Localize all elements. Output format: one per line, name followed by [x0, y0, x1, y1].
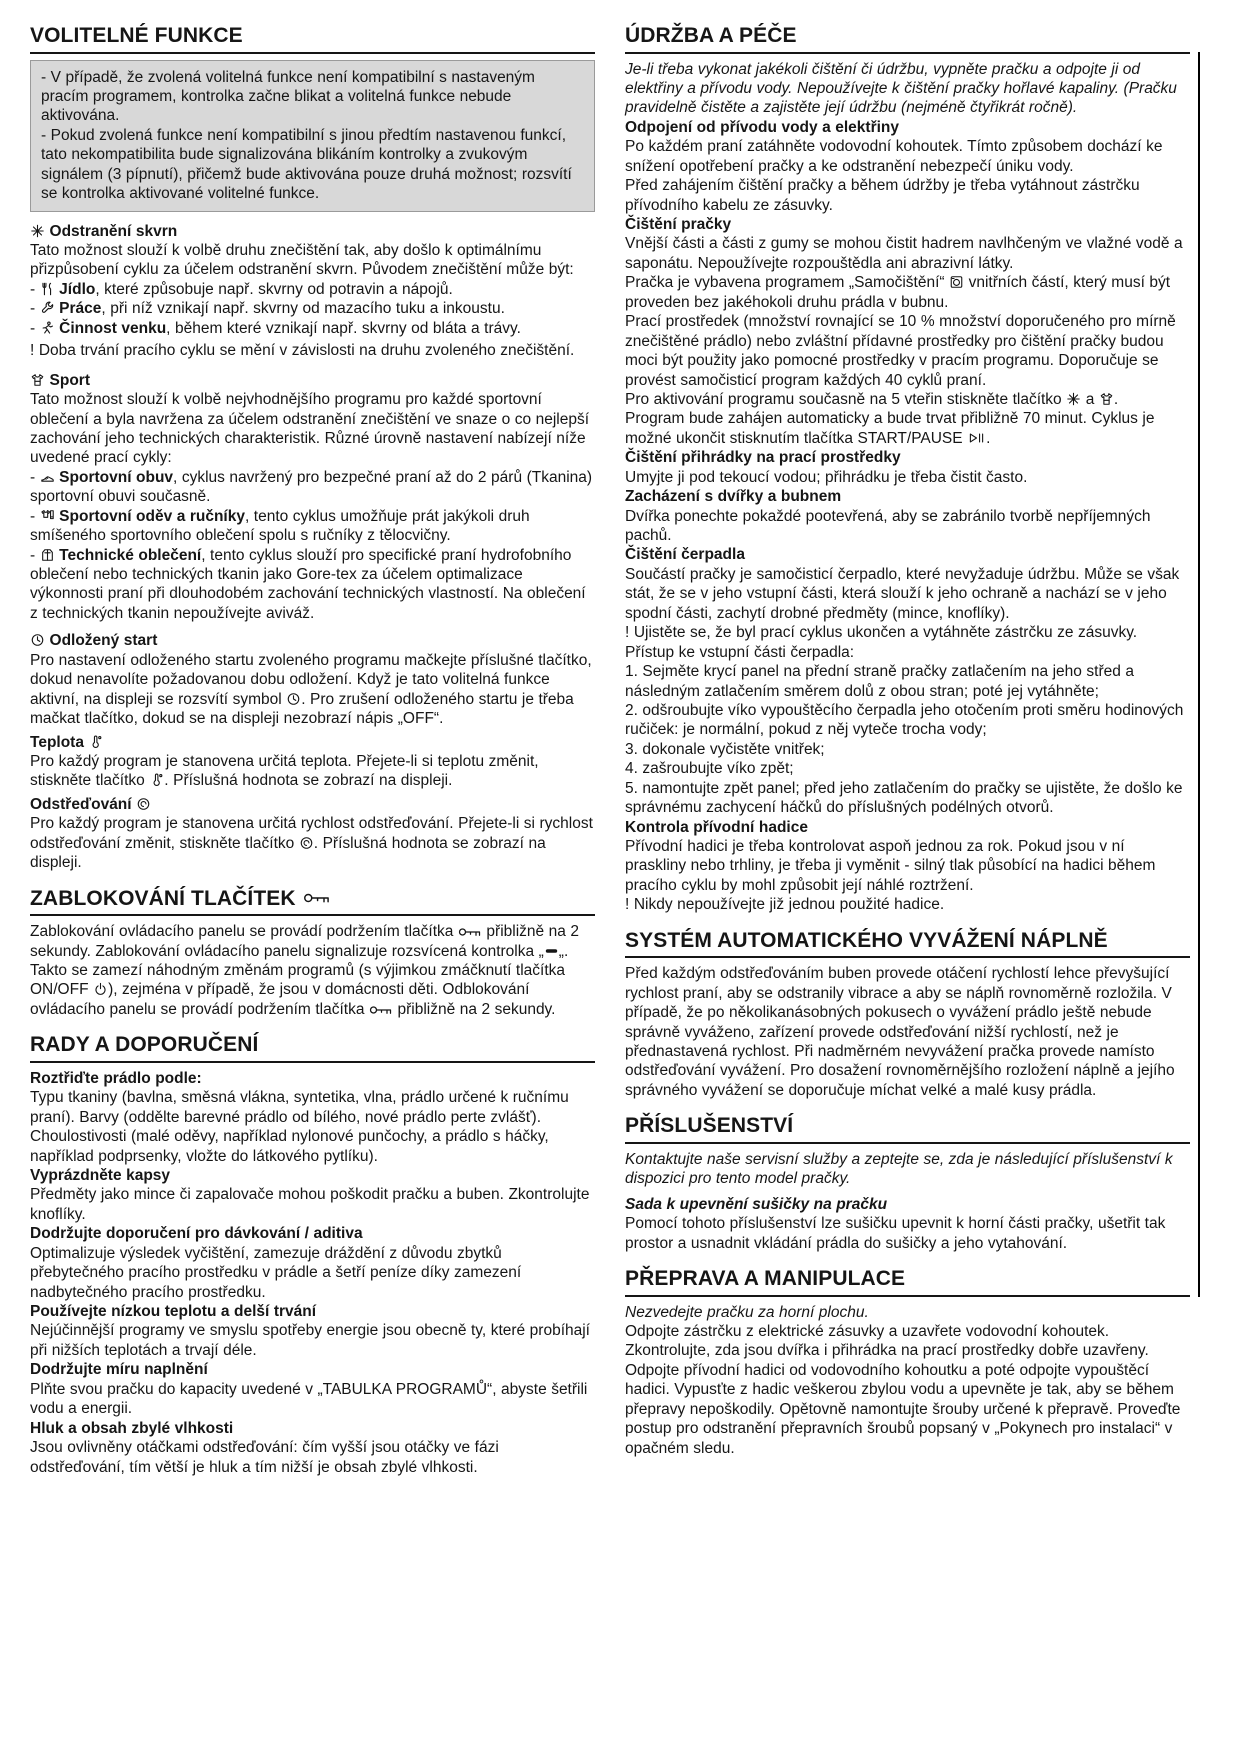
text-run: Čištění pračky — [625, 216, 732, 234]
text-run: Činnost venku — [54, 319, 167, 337]
text-run: - — [30, 468, 40, 486]
paragraph — [625, 234, 1190, 273]
text-run: Pro každý program je stanovena určitá teplota. Přejete-li si teplotu změnit, stiskněte tlačítko — [30, 752, 539, 790]
text-run: RADY A DOPORUČENÍ — [30, 1033, 259, 1057]
subheading — [625, 118, 1190, 137]
text-run: , tento cyklus slouží pro specifické praní hydrofobního oblečení nebo technických tkanin jako Gore-tex za účelem optimalizace výkonnosti praní při dlouhodobém zachování technických vlastností. Na oblečení z technických tkanin nepoužívejte aviváž. — [30, 546, 586, 622]
text-run: přibližně na 2 sekundy. — [392, 1000, 556, 1018]
paragraph — [30, 1380, 595, 1419]
section-heading — [625, 1267, 1190, 1297]
text-run: Pomocí tohoto příslušenství lze sušičku upevnit k horní části pračky, ušetřit tak prostor a usnadnit vkládání prádla do sušičky a jeho vytahování. — [625, 1215, 1166, 1252]
text-run: VOLITELNÉ FUNKCE — [30, 24, 243, 47]
text-run: Odstranění skvrn — [45, 222, 178, 240]
power-icon — [93, 982, 108, 996]
text-run: Pro nastavení odloženého startu zvoleného programu mačkejte příslušné tlačítko, dokud nenavolíte požadovanou dobu odložení. Když je tato volitelná funkce aktivní, na displeji se rozsvítí symbol — [30, 651, 592, 708]
text-run: Používejte nízkou teplotu a delší trvání — [30, 1303, 317, 1321]
text-run: Hluk a obsah zbylé vlhkosti — [30, 1419, 234, 1437]
key-icon — [458, 926, 482, 938]
text-run: Zablokování ovládacího panelu se provádí podržením tlačítka — [30, 923, 458, 941]
delay-icon — [286, 692, 301, 706]
text-run: Typu tkaniny (bavlna, směsná vlákna, syntetika, vlna, prádlo určené k ručnímu praní). Barvy (oddělte barevné prádlo od bílého, nové prádlo perte zvlášť). Choulostivosti (malé oděvy, například nylonové punčochy, a prádlo s háčky, například podprsenky, vložte do látkového pytlíku). — [30, 1089, 569, 1165]
paragraph — [30, 390, 595, 468]
text-run: , během které vznikají např. skvrny od bláta a trávy. — [166, 319, 521, 337]
subheading — [30, 733, 595, 752]
text-run: - — [30, 507, 40, 525]
paragraph — [30, 468, 595, 507]
spin-icon — [299, 836, 314, 850]
paragraph — [625, 60, 1190, 118]
text-run: . — [986, 429, 991, 447]
text-run: ! Nikdy nepoužívejte již jednou použité hadice. — [625, 896, 945, 914]
text-run: Prací prostředek (množství rovnající se 10 % množství doporučeného pro mírně znečištěné prádlo) nebo zvláštní přídavné prostředky pro čištění pračky budou moci být použity jako pomocné prostředky v pracím programu. Doporučuje se provést samočisticí program každých 40 cyklů praní. — [625, 313, 1176, 389]
text-run: Kontrola přívodní hadice — [625, 818, 808, 836]
paragraph — [30, 319, 595, 338]
text-run: Vnější části a části z gumy se mohou čistit hadrem navlhčeným ve vlažné vodě a saponátu. Nepoužívejte rozpouštědla ani abrazivní látky. — [625, 235, 1183, 272]
paragraph — [30, 752, 595, 791]
section-heading — [625, 929, 1190, 959]
text-run: Přívodní hadici je třeba kontrolovat aspoň jednou za rok. Pokud jsou v ní praskliny nebo trhliny, je třeba ji vyměnit - silný tlak působící na hadici během pracího cyklu by mohl způsobit její náhlé roztržení. — [625, 838, 1156, 894]
sport-icon — [1099, 392, 1114, 406]
subheading — [625, 215, 1190, 234]
text-run: „. Takto se zamezí náhodným změnám programů (s výjimkou zmáčknutí tlačítka ON/OFF — [30, 942, 569, 999]
text-run: ÚDRŽBA A PÉČE — [625, 24, 797, 47]
text-run: Tato možnost slouží k volbě nejvhodnějšího programu pro každé sportovní oblečení a byla navržena za účelem odstranění znečištění ve snaze o co nejlepší zachování jeho technických charakteristik. Různé úrovně nastavení nabízejí níže uvedené prací cykly: — [30, 391, 590, 467]
text-run: Nezvedejte pračku za horní plochu. — [625, 1303, 869, 1321]
text-run: Součástí pračky je samočisticí čerpadlo, které nevyžaduje údržbu. Může se však stát, že se v jeho vstupní části, která slouží k jeho ochraně a nachází se v jeho spodní části, zachytí drobné předměty (mince, knoflíky). — [625, 565, 1180, 622]
subheading — [30, 631, 595, 650]
spin-icon — [136, 797, 151, 811]
text-run: Jídlo — [54, 280, 96, 298]
text-run: Odstřeďování — [30, 795, 137, 813]
text-run: SYSTÉM AUTOMATICKÉHO VYVÁŽENÍ NÁPLNĚ — [625, 928, 1108, 952]
text-run: Umyjte ji pod tekoucí vodou; přihrádku je třeba čistit často. — [625, 468, 1028, 486]
subheading — [625, 1195, 1190, 1214]
paragraph — [30, 341, 595, 360]
text-run: Program bude zahájen automaticky a bude trvat přibližně 70 minut. Cyklus je možné ukončit stisknutím tlačítka START/PAUSE — [625, 410, 1155, 447]
subheading — [625, 545, 1190, 564]
paragraph — [625, 1322, 1190, 1458]
text-run: - — [30, 546, 40, 564]
key-icon — [369, 1004, 393, 1016]
paragraph — [30, 922, 595, 1019]
text-run: - — [30, 280, 40, 298]
text-run: Přístup ke vstupní části čerpadla: — [625, 643, 855, 661]
text-run: Vyprázdněte kapsy — [30, 1166, 171, 1184]
paragraph — [625, 623, 1190, 642]
text-run: , tento cyklus umožňuje prát jakýkoli druh smíšeného sportovního oblečení spolu s ručníky z tělocvičny. — [30, 507, 530, 545]
text-run: Odpojení od přívodu vody a elektřiny — [625, 118, 900, 136]
text-run: Odložený start — [45, 632, 158, 650]
text-run: Dodržujte doporučení pro dávkování / aditiva — [30, 1225, 363, 1243]
text-run: Před každým odstřeďováním buben provede otáčení rychlostí lehce převyšující rychlost praní, aby se odstranily vibrace a aby se náplň rovnoměrně rozložila. V případě, že po několikanásobných pokusech o vyvážení prádlo ještě nebude správně vyváženo, zařízení provede odstřeďování nižší rychlostí, než je přednastavená rychlost. Při nadměrném nevyvážení pračka provede namísto odstřeďování vyvážení. Pro dosažení rovnoměrnějšího rozložení náplně a jejího správného vyvážení se doporučuje míchat velké a malé kusy prádla. — [625, 965, 1175, 1099]
text-run: Je-li třeba vykonat jakékoli čištění či údržbu, vypněte pračku a odpojte ji od elektřiny a přívodu vody. Nepoužívejte k čištění pračky hořlavé kapaliny. (Pračku pravidelně čistěte a zajistěte její údržbu (nejméně čtyřikrát ročně). — [625, 60, 1177, 117]
startpause-icon — [967, 431, 986, 445]
indicator-icon — [544, 944, 559, 958]
paragraph — [30, 299, 595, 318]
paragraph — [625, 137, 1190, 176]
text-run: 1. Sejměte krycí panel na přední straně pračky zatlačením na jeho střed a následným zatlačením směrem dolů z obou stran; poté jej vytáhněte; — [625, 663, 1135, 700]
text-run: Čištění čerpadla — [625, 546, 745, 564]
text-run: Sada k upevnění sušičky na pračku — [625, 1195, 888, 1213]
text-run: Jsou ovlivněny otáčkami odstřeďování: čím vyšší jsou otáčky ve fázi odstřeďování, tím větší je hluk a tím nižší je obsah zbylé vlhkosti. — [30, 1439, 499, 1476]
shoe-icon — [40, 470, 55, 484]
text-run: Čištění přihrádky na prací prostředky — [625, 449, 901, 467]
paragraph — [30, 280, 595, 299]
subheading — [30, 1419, 595, 1438]
subheading — [30, 1069, 595, 1088]
delay-icon — [30, 633, 45, 647]
paragraph — [625, 701, 1190, 740]
paragraph — [30, 814, 595, 872]
text-run: , při níž vznikají např. skvrny od mazacího tuku a inkoustu. — [101, 300, 505, 318]
notice-paragraph: - Pokud zvolená funkce není kompatibilní s jinou předtím nastavenou funkcí, tato nekompatibilita bude signalizována blikáním kontrolky a zvukovým signálem (3 pípnutí), přičemž bude aktivována pouze druhá možnost; rozsvítí se kontrolka aktivované volitelné funkce. — [41, 126, 572, 203]
subheading — [30, 1224, 595, 1243]
text-run: PŘEPRAVA A MANIPULACE — [625, 1267, 906, 1291]
text-run: 3. dokonale vyčistěte vnitřek; — [625, 740, 825, 758]
food-icon — [40, 282, 55, 296]
paragraph — [625, 662, 1190, 701]
sportswear-icon — [40, 509, 55, 523]
paragraph — [625, 643, 1190, 662]
paragraph — [625, 1214, 1190, 1253]
text-run: PŘÍSLUŠENSTVÍ — [625, 1114, 794, 1138]
text-run: Dvířka ponechte pokaždé pootevřená, aby se zabránilo tvorbě nepříjemných pachů. — [625, 507, 1151, 545]
subheading — [30, 1360, 595, 1379]
temperature-icon — [149, 773, 164, 787]
text-run: Pračka je vybavena programem „Samočištění“ — [625, 274, 950, 292]
text-run: - — [30, 300, 40, 318]
text-run: Pro každý program je stanovena určitá rychlost odstřeďování. Přejete-li si rychlost odstřeďování změnit, stiskněte tlačítko — [30, 815, 593, 852]
work-icon — [40, 301, 55, 315]
subheading — [625, 818, 1190, 837]
selfclean-icon — [949, 275, 964, 289]
paragraph — [625, 176, 1190, 215]
paragraph — [625, 759, 1190, 778]
paragraph — [30, 1088, 595, 1166]
text-run: Před zahájením čištění pračky a během údržby je třeba vytáhnout zástrčku přívodního kabelu ze zásuvky. — [625, 177, 1140, 214]
paragraph — [30, 1185, 595, 1224]
text-run: a — [1081, 390, 1099, 408]
subheading — [625, 448, 1190, 467]
text-run: Sport — [45, 371, 90, 389]
notice-paragraph: - V případě, že zvolená volitelná funkce není kompatibilní s nastaveným pracím programem, kontrolka začne blikat a volitelná funkce nebude aktivována. — [41, 68, 535, 125]
paragraph — [30, 1244, 595, 1302]
section-heading — [30, 887, 595, 917]
paragraph — [625, 1303, 1190, 1322]
subheading — [30, 1166, 595, 1185]
paragraph — [30, 1321, 595, 1360]
text-run: , které způsobuje např. skvrny od potravin a nápojů. — [95, 280, 453, 298]
text-run: , cyklus navržený pro bezpečné praní až do 2 párů (Tkanina) sportovní obuvi současně. — [30, 468, 593, 506]
paragraph — [30, 546, 595, 624]
text-run: Odpojte zástrčku z elektrické zásuvky a uzavřete vodovodní kohoutek. Zkontrolujte, zda jsou dvířka i přihrádka na prací prostředky dobře uzavřeny. Odpojte přívodní hadici od vodovodního kohoutku a poté odpojte vypouštěcí hadici. Vypusťte z hadic veškerou zbylou vodu a upevněte je tak, aby se během přepravy nepoškodily. Opětovně namontujte šrouby určené k přepravě. Proveďte postup pro odstranění přepravních šroubů popsaný v „Pokynech pro instalaci“ v opačném sledu. — [625, 1323, 1181, 1457]
paragraph — [30, 651, 595, 729]
paragraph — [625, 740, 1190, 759]
text-run: ), zejména v případě, že jsou v domácnosti děti. Odblokování ovládacího panelu se provádí podržením tlačítka — [30, 981, 530, 1018]
temperature-icon — [88, 735, 103, 749]
paragraph — [625, 273, 1190, 312]
text-run: Předměty jako mince či zapalovače mohou poškodit pračku a buben. Zkontrolujte knoflíky. — [30, 1186, 590, 1223]
paragraph — [625, 468, 1190, 487]
text-run: Zacházení s dvířky a bubnem — [625, 488, 842, 506]
subheading — [30, 795, 595, 814]
paragraph — [625, 779, 1190, 818]
column-right — [625, 24, 1190, 1477]
text-run: Roztřiďte prádlo podle: — [30, 1069, 202, 1087]
notice-box — [30, 60, 595, 212]
text-run: Sportovní oděv a ručníky — [54, 507, 245, 525]
text-run: Dodržujte míru naplnění — [30, 1361, 208, 1379]
section-heading — [625, 24, 1190, 54]
text-run: Technické oblečení — [54, 546, 202, 564]
text-run: vnitřních částí, který musí být proveden bez jakéhokoli druhu prádla v bubnu. — [625, 274, 1171, 311]
section-heading — [625, 1114, 1190, 1144]
subheading — [625, 487, 1190, 506]
section-heading — [30, 1033, 595, 1063]
text-run: Tato možnost slouží k volbě druhu znečištění tak, aby došlo k optimálnímu přizpůsobení cyklu za účelem odstranění skvrn. Původem znečištění může být: — [30, 242, 574, 279]
text-run: 4. zašroubujte víko zpět; — [625, 760, 794, 778]
subheading — [30, 371, 595, 390]
paragraph — [625, 390, 1190, 409]
key-icon — [302, 891, 332, 905]
text-run: Nejúčinnější programy ve smyslu spotřeby energie jsou obecně ty, které probíhají při nižších teplotách a trvají déle. — [30, 1322, 590, 1359]
stain-icon — [30, 224, 45, 238]
subheading — [30, 1302, 595, 1321]
text-run: ! Doba trvání pracího cyklu se mění v závislosti na druhu zvoleného znečištění. — [30, 342, 575, 360]
text-run: ZABLOKOVÁNÍ TLAČÍTEK — [30, 886, 302, 910]
column-left — [30, 24, 595, 1477]
paragraph — [625, 964, 1190, 1100]
text-run: Pro aktivování programu současně na 5 vteřin stiskněte tlačítko — [625, 390, 1067, 408]
paragraph — [625, 837, 1190, 895]
subheading — [30, 222, 595, 241]
page-edge-rule — [1198, 52, 1200, 1297]
technical-icon — [40, 548, 55, 562]
paragraph — [625, 312, 1190, 390]
paragraph — [30, 1438, 595, 1477]
text-run: Kontaktujte naše servisní služby a zeptejte se, zda je následující příslušenství k dispozici pro tento model pračky. — [625, 1150, 1173, 1188]
section-heading — [30, 24, 595, 54]
text-run: Plňte svou pračku do kapacity uvedené v „TABULKA PROGRAMŮ“, abyste šetřili vodu a energii. — [30, 1380, 588, 1418]
paragraph — [625, 565, 1190, 623]
paragraph — [625, 409, 1190, 448]
paragraph — [30, 241, 595, 280]
text-run: . Příslušná hodnota se zobrazí na displeji. — [30, 834, 546, 872]
text-run: Po každém praní zatáhněte vodovodní kohoutek. Tímto způsobem dochází ke snížení opotřebení pračky a ke odstranění nebezpečí úniku vody. — [625, 138, 1163, 175]
text-run: 2. odšroubujte víko vypouštěcího čerpadla jeho otočením proti směru hodinových ručiček: je normální, pokud z něj vyteče trocha vody; — [625, 701, 1184, 739]
text-run: Optimalizuje výsledek vyčištění, zamezuje dráždění z důvodu zbytků přebytečného pracího prostředku v prádle a šetří peníze díky zamezení nadbytečného pracího prostředku. — [30, 1244, 522, 1301]
paragraph — [30, 507, 595, 546]
sport-icon — [30, 373, 45, 387]
text-run: 5. namontujte zpět panel; před jeho zatlačením do pračky se ujistěte, že došlo ke správnému zachycení háčků do příslušných podélných otvorů. — [625, 779, 1183, 817]
stain-icon — [1066, 392, 1081, 406]
outdoor-icon — [40, 321, 55, 335]
text-run: . — [1113, 390, 1119, 408]
text-run: Práce — [54, 300, 102, 318]
text-run: Sportovní obuv — [54, 468, 174, 486]
text-run: ! Ujistěte se, že byl prací cyklus ukončen a vytáhněte zástrčku ze zásuvky. — [625, 624, 1138, 642]
paragraph — [625, 1150, 1190, 1189]
text-run: - — [30, 319, 40, 337]
text-run: . Pro zrušení odloženého startu je třeba mačkat tlačítko, dokud se na displeji nezobrazí nápis „OFF“. — [30, 690, 574, 728]
text-run: Teplota — [30, 733, 89, 751]
paragraph — [625, 507, 1190, 546]
text-run: přibližně na 2 sekundy. Zablokování ovládacího panelu signalizuje rozsvícená kontrolka „ — [30, 923, 580, 960]
text-run: . Příslušná hodnota se zobrazí na displeji. — [164, 772, 453, 790]
paragraph — [625, 895, 1190, 914]
